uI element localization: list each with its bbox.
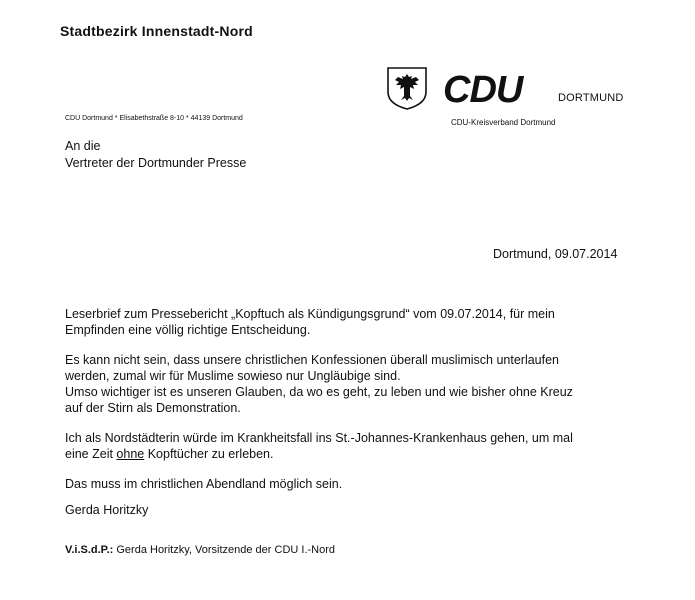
text-segment: eine Zeit [65,447,117,461]
paragraph-main [65,352,665,416]
text-line: Empfinden eine völlig richtige Entscheidung. [65,323,311,337]
text-line: auf der Stirn als Demonstration. [65,401,241,415]
visdp-line [65,544,335,556]
cdu-logo: CDU [443,69,523,111]
text-line: werden, zumal wir für Muslime sowieso nur Ungläubige sind. [65,369,401,383]
eagle-crest-icon [385,66,429,110]
cdu-logo-city: DORTMUND [558,92,624,104]
text-line: Umso wichtiger ist es unseren Glauben, da wo es geht, zu leben und wie bisher ohne Kreuz [65,385,573,399]
visdp-text: Gerda Horitzky, Vorsitzende der CDU I.-Nord [113,544,336,556]
text-line: Leserbrief zum Pressebericht „Kopftuch als Kündigungsgrund“ vom 09.07.2014, für mein [65,307,555,321]
signature-name: Gerda Horitzky [65,503,149,517]
recipient-line: An die [65,139,101,153]
text-line: Ich als Nordstädterin würde im Krankheitsfall ins St.-Johannes-Krankenhaus gehen, um mal [65,431,573,445]
visdp-label: V.i.S.d.P.: [65,544,114,556]
recipient-block [65,138,246,172]
recipient-line: Vertreter der Dortmunder Presse [65,156,247,170]
paragraph-subject [65,306,665,338]
letter-body [65,306,665,506]
paragraph-closing [65,476,665,492]
district-heading: Stadtbezirk Innenstadt-Nord [60,23,253,39]
text-line: Das muss im christlichen Abendland möglich sein. [65,477,343,491]
sender-address-line: CDU Dortmund * Elisabethstraße 8-10 * 44139 Dortmund [65,115,243,122]
text-line: Es kann nicht sein, dass unsere christlichen Konfessionen überall muslimisch unterlaufen [65,353,560,367]
paragraph-hospital [65,430,665,462]
underlined-word: ohne [116,447,145,461]
letter-date: Dortmund, 09.07.2014 [493,247,618,261]
cdu-association-label: CDU-Kreisverband Dortmund [451,118,556,127]
text-segment: Kopftücher zu erleben. [144,447,274,461]
